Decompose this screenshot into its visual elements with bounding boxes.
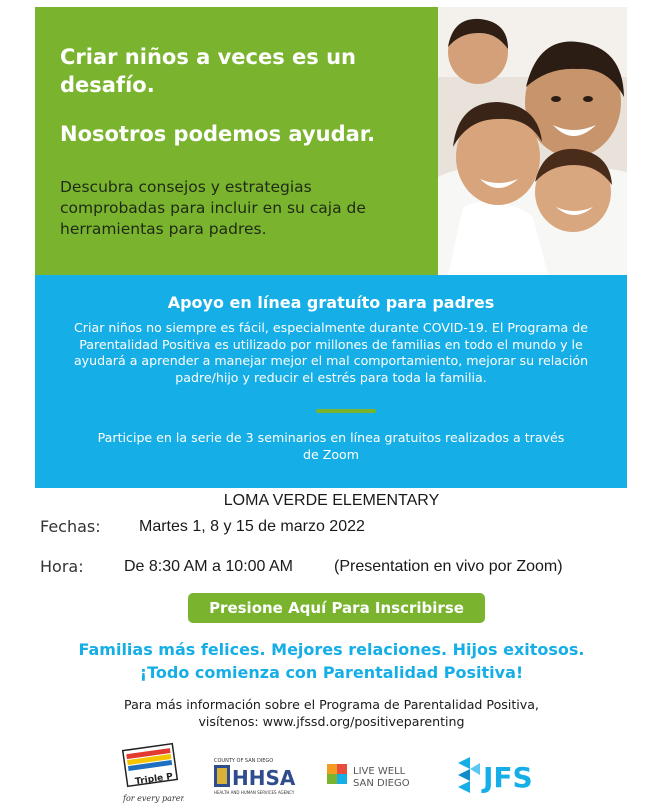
hhsa-county: COUNTY OF SAN DIEGO	[214, 758, 274, 764]
dates-label: Fechas:	[40, 517, 101, 536]
live-well-line-1: LIVE WELL	[353, 766, 406, 777]
time-value: De 8:30 AM a 10:00 AM	[124, 558, 293, 575]
panel-description: Criar niños no siempre es fácil, especialmente durante COVID-19. El Programa de Parentalidad Positiva es utilizado por millones de familias en todo el mundo y le ayudará a aprender a manejar mejor el mal comportamiento, mejorar su relación padre/hijo y reducir el estrés para toda la familia.	[73, 320, 589, 385]
triple-p-name: Triple P	[134, 771, 174, 788]
tagline-line-1: Familias más felices. Mejores relaciones. Hijos exitosos.	[78, 640, 585, 659]
jfs-logo-icon	[456, 755, 556, 795]
live-well-line-2: SAN DIEGO	[353, 778, 410, 789]
dates-value: Martes 1, 8 y 15 de marzo 2022	[139, 518, 365, 535]
school-name: LOMA VERDE ELEMENTARY	[223, 492, 440, 509]
online-support-panel	[35, 275, 627, 488]
register-button[interactable]: Presione Aquí Para Inscribirse	[188, 593, 485, 623]
jfs-name: JFS	[483, 761, 533, 794]
triple-p-logo-icon	[119, 739, 184, 804]
family-photo-icon	[438, 7, 627, 275]
more-info-link[interactable]: visítenos: www.jfssd.org/positiveparenting	[198, 714, 465, 729]
tagline-line-2: ¡Todo comienza con Parentalidad Positiva!	[139, 663, 524, 682]
triple-p-slogan: for every parent	[123, 794, 184, 803]
more-info	[0, 696, 663, 730]
hero-description: Descubra consejos y estrategias comprobadas para incluir en su caja de herramientas para padres.	[60, 178, 366, 238]
hero-banner	[35, 7, 627, 275]
hhsa-logo-icon	[213, 755, 313, 795]
hhsa-agency: HEALTH AND HUMAN SERVICES AGENCY	[214, 790, 295, 795]
divider	[316, 409, 376, 413]
hero-text-panel	[35, 7, 438, 275]
live-well-logo-icon	[325, 760, 430, 792]
time-note: (Presentation en vivo por Zoom)	[334, 558, 563, 575]
more-info-line-1: Para más información sobre el Programa de Parentalidad Positiva,	[124, 697, 539, 712]
panel-title: Apoyo en línea gratuíto para padres	[167, 293, 495, 312]
headline-help: Nosotros podemos ayudar.	[60, 122, 376, 146]
seminar-note: Participe en la serie de 3 seminarios en línea gratuitos realizados a través de Zoom	[97, 430, 565, 462]
headline-challenge: Criar niños a veces es un desafío.	[60, 45, 357, 97]
time-label: Hora:	[40, 557, 84, 576]
hhsa-name: HHSA	[232, 766, 296, 790]
